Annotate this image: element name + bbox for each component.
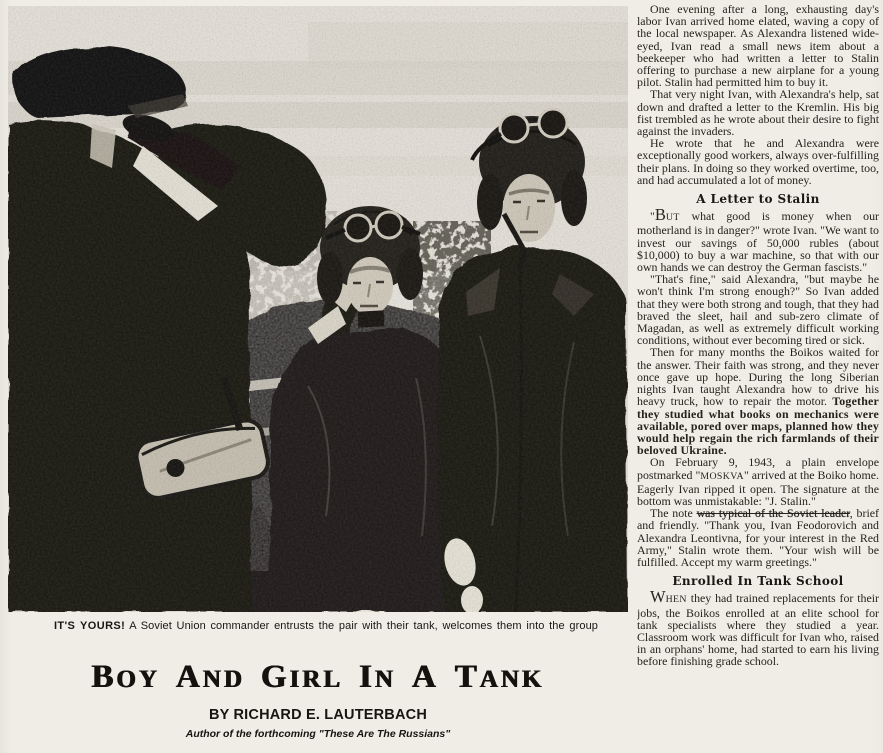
text-segment: On February 9, 1943, a plain envelope postmarked " <box>637 455 879 482</box>
text-segment: That very night Ivan, with Alexandra's help, sat down and drafted a letter to the Kremlin. His big fist trembled as he wrote about their desire to fight against the invaders. <box>637 87 879 139</box>
text-segment: " arrived at the Boiko home. Eagerly Ivan ripped it open. The signature at the bottom was unmistakable: "J. Stalin." <box>637 467 879 508</box>
text-segment: MOSKVA <box>700 470 744 482</box>
headline-word: TANK <box>454 659 545 695</box>
text-segment: Then for many months the Boikos waited for the answer. Their faith was strong, and they never once gave up hope. During the long Siberian nights Ivan taught Alexandra how to drive his heavy truck, how to repair the motor. <box>637 345 879 409</box>
headline-word: AND <box>176 659 245 695</box>
text-segment: W <box>650 587 666 607</box>
article-paragraph <box>637 346 879 456</box>
text-segment: what good is money when our motherland is in danger?" wrote Ivan. "We want to invest our savings of 50,000 rubles (about $10,000) to buy a war machine, so that with our own hands we can destroy the German fascists." <box>637 209 879 275</box>
text-segment: The note <box>650 506 697 521</box>
headline-word: GIRL <box>261 659 344 695</box>
text-segment: He wrote that he and Alexandra were exceptionally good workers, always over-fulfilling their plans. In doing so they worked overtime, too, and had accumulated a lot of money. <box>637 136 879 187</box>
text-segment: Together they studied what books on mechanics were available, pored over maps, planned how they would help regain the rich farmlands of their beloved Ukraine. <box>637 394 879 458</box>
article-paragraph <box>637 587 879 669</box>
section-subhead: A Letter to Stalin <box>696 192 820 207</box>
text-segment: was typical of the Soviet leader <box>696 506 850 521</box>
photo-illustration <box>8 6 628 612</box>
text-segment: B <box>654 205 666 225</box>
article-paragraph <box>637 88 879 137</box>
photo <box>8 6 628 632</box>
headline-word: IN <box>359 659 397 695</box>
article-paragraph <box>637 137 879 186</box>
article-column <box>637 3 879 751</box>
section-subhead: Enrolled In Tank School <box>672 574 844 589</box>
text-segment: HEN <box>665 594 687 606</box>
author-note: Author of the forthcoming "These Are The Russians" <box>185 728 451 740</box>
byline: BY RICHARD E. LAUTERBACH <box>208 707 427 723</box>
text-segment: " <box>650 209 655 224</box>
headline-word: BOY <box>91 659 161 695</box>
article-paragraph <box>637 205 879 275</box>
article-paragraph <box>637 3 879 88</box>
text-segment: UT <box>665 212 680 224</box>
photo-caption-lead: IT'S YOURS! <box>53 620 126 632</box>
text-segment: One evening after a long, exhausting day's labor Ivan arrived home elated, waving a copy of the local newspaper. As Alexandra listened wide-eyed, Ivan read a small news item about a beekeeper who had written a letter to Stalin offering to purchase a new airplane for a young pilot. Stalin had permitted him to buy it. <box>637 3 879 90</box>
article-paragraph <box>637 273 879 346</box>
photo-caption-text: A Soviet Union commander entrusts the pair with their tank, welcomes them into the group <box>129 620 599 632</box>
article-paragraph <box>637 507 879 568</box>
headline <box>8 658 628 698</box>
text-segment: , brief and friendly. "Thank you, Ivan Feodorovich and Alexandra Leontivna, for your interest in the Red Army," Stalin wrote them. "Your wish will be fulfilled. Accept my warm greetings." <box>637 506 879 569</box>
headline-word: A <box>412 659 439 695</box>
text-segment: they had trained replacements for their jobs, the Boikos enrolled at an elite school for tank specialists where they studied a year. Classroom work was difficult for Ivan who, raised in an orphans' home, had started to earn his living before finishing grade school. <box>637 591 879 669</box>
dust-overlay <box>8 6 628 612</box>
photo-caption <box>16 620 636 633</box>
article-paragraph <box>637 456 879 507</box>
text-segment: "That's fine," said Alexandra, "but maybe he won't think I'm strong enough?" So Ivan added that they were both strong and tough, that they had braved the sleet, hail and sub-zero climate of Magadan, as well as extremely difficult working conditions, without ever becoming tired or sick. <box>637 272 879 348</box>
